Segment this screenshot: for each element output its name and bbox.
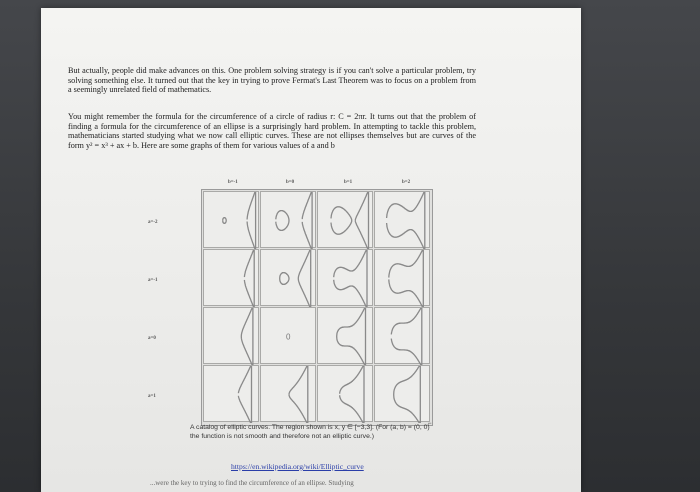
column-label: b=0 (286, 180, 295, 185)
link-icon[interactable]: ⌐ (428, 421, 432, 427)
curve-cell (203, 191, 259, 248)
paragraph-fermat: But actually, people did make advances on this. One problem solving strategy is if you can't solve a particular problem, try solving something else. It turned out that the key in trying to prove Fermat's Last Theorem was to focus on a problem from a seemingly unrelated field of mathematics. (68, 66, 476, 95)
paragraph-elliptic-curves: You might remember the formula for the circumference of a circle of radius r: C = 2πr. It turns out that the problem of finding a formula for the circumference of an ellipse is a surprisingly hard problem. In attempting to tackle this problem, mathematicians started studying what we now call elliptic curves. These are not ellipses themselves but are curves of the form y² = x³ + ax + b. Here are some graphs of them for various values of a and b (68, 112, 476, 150)
elliptic-curve-plot (375, 192, 431, 249)
curve-cell (374, 365, 430, 422)
elliptic-curve-plot (318, 366, 374, 423)
elliptic-curve-plot (261, 250, 317, 307)
elliptic-curve-figure (148, 180, 438, 426)
row-label: a=-2 (148, 220, 158, 225)
elliptic-curve-plot (318, 250, 374, 307)
elliptic-curve-plot (318, 308, 374, 365)
curve-path (389, 250, 424, 307)
elliptic-curve-plot (204, 308, 260, 365)
curve-path (337, 308, 366, 365)
curve-path (331, 207, 352, 234)
column-label: b=2 (402, 180, 411, 185)
curve-path (394, 366, 421, 423)
curve-cell (317, 249, 373, 306)
curve-grid (201, 189, 433, 426)
elliptic-curve-plot (318, 192, 374, 249)
curve-cell (374, 249, 430, 306)
curve-cell (203, 249, 259, 306)
curve-path (244, 250, 254, 307)
elliptic-curve-plot (204, 192, 260, 249)
curve-path (247, 192, 256, 249)
row-label: a=1 (148, 394, 156, 399)
curve-path (276, 211, 289, 231)
curve-cell (260, 191, 316, 248)
curve-path (241, 308, 253, 365)
curve-path (280, 273, 289, 285)
elliptic-curve-plot (375, 308, 431, 365)
curve-path (302, 192, 312, 249)
curve-path (391, 308, 422, 365)
column-label: b=-1 (228, 180, 238, 185)
curve-path (334, 250, 367, 307)
curve-cell (317, 365, 373, 422)
cut-off-text: ...were the key to trying to find the circumference of an ellipse. Studying (150, 479, 354, 487)
origin-marker: 0 (286, 332, 291, 342)
elliptic-curve-plot (204, 250, 260, 307)
curve-path (355, 192, 368, 249)
column-label: b=1 (344, 180, 353, 185)
curve-cell (260, 307, 316, 364)
row-label: a=0 (148, 336, 156, 341)
figure-caption: A catalog of elliptic curves. The region shown is x, y ∈ [−3,3]. (For (a, b) = (0, 0) the function is not smooth and therefore not an elliptic curve.) (190, 424, 430, 440)
elliptic-curve-plot (261, 366, 317, 423)
curve-cell (317, 191, 373, 248)
elliptic-curve-plot (375, 366, 431, 423)
elliptic-curve-plot (204, 366, 260, 423)
curve-path (238, 366, 251, 423)
curve-path (298, 250, 310, 307)
curve-cell (374, 191, 430, 248)
curve-cell (374, 307, 430, 364)
curve-cell (203, 365, 259, 422)
elliptic-curve-plot (261, 192, 317, 249)
elliptic-curve-plot (375, 250, 431, 307)
curve-cell (260, 365, 316, 422)
elliptic-curve-plot (261, 308, 317, 365)
curve-path (387, 192, 425, 249)
curve-path (223, 218, 227, 224)
wikipedia-link[interactable]: https://en.wikipedia.org/wiki/Elliptic_curve (231, 462, 364, 471)
curve-path (289, 366, 308, 423)
row-label: a=-1 (148, 278, 158, 283)
curve-cell (203, 307, 259, 364)
curve-cell (317, 307, 373, 364)
curve-cell (260, 249, 316, 306)
curve-path (340, 366, 364, 423)
